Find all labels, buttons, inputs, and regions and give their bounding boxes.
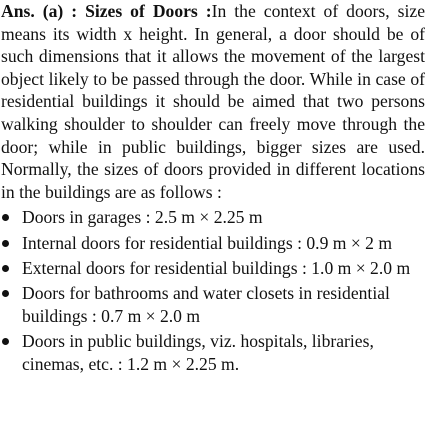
- answer-text: In the context of doors, size means its width x height. In general, a door should be of such dimensions that it allows the movement of the largest object likely to be passed through the door. While in case of residential buildings it should be aimed that two persons walking shoulder to shoulder can freely move through the door; while in public buildings, bigger sizes are used. Normally, the sizes of doors provided in different locations in the buildings are as follows :: [1, 1, 426, 202]
- bullet-icon: [2, 214, 9, 221]
- list-item-text: External doors for residential buildings : 1.0 m × 2.0 m: [22, 257, 411, 278]
- list-item-text: Internal doors for residential buildings : 0.9 m × 2 m: [22, 232, 393, 253]
- list-item: [1, 257, 425, 280]
- bullet-icon: [2, 338, 9, 345]
- answer-lead: Ans. (a) : Sizes of Doors :: [1, 1, 212, 21]
- list-item: [1, 232, 425, 255]
- list-item: [1, 330, 425, 375]
- list-item-text: Doors in garages : 2.5 m × 2.25 m: [22, 207, 263, 228]
- bullet-icon: [2, 290, 9, 297]
- list-item: [1, 282, 425, 327]
- document-body: [1, 0, 425, 375]
- bullet-icon: [2, 265, 9, 272]
- door-sizes-list: [1, 206, 425, 375]
- list-item-text: Doors for bathrooms and water closets in residential buildings : 0.7 m × 2.0 m: [22, 283, 390, 326]
- list-item-text: Doors in public buildings, viz. hospitals, libraries, cinemas, etc. : 1.2 m × 2.25 m.: [22, 331, 374, 374]
- bullet-icon: [2, 240, 9, 247]
- list-item: [1, 206, 425, 229]
- answer-paragraph: [1, 0, 425, 203]
